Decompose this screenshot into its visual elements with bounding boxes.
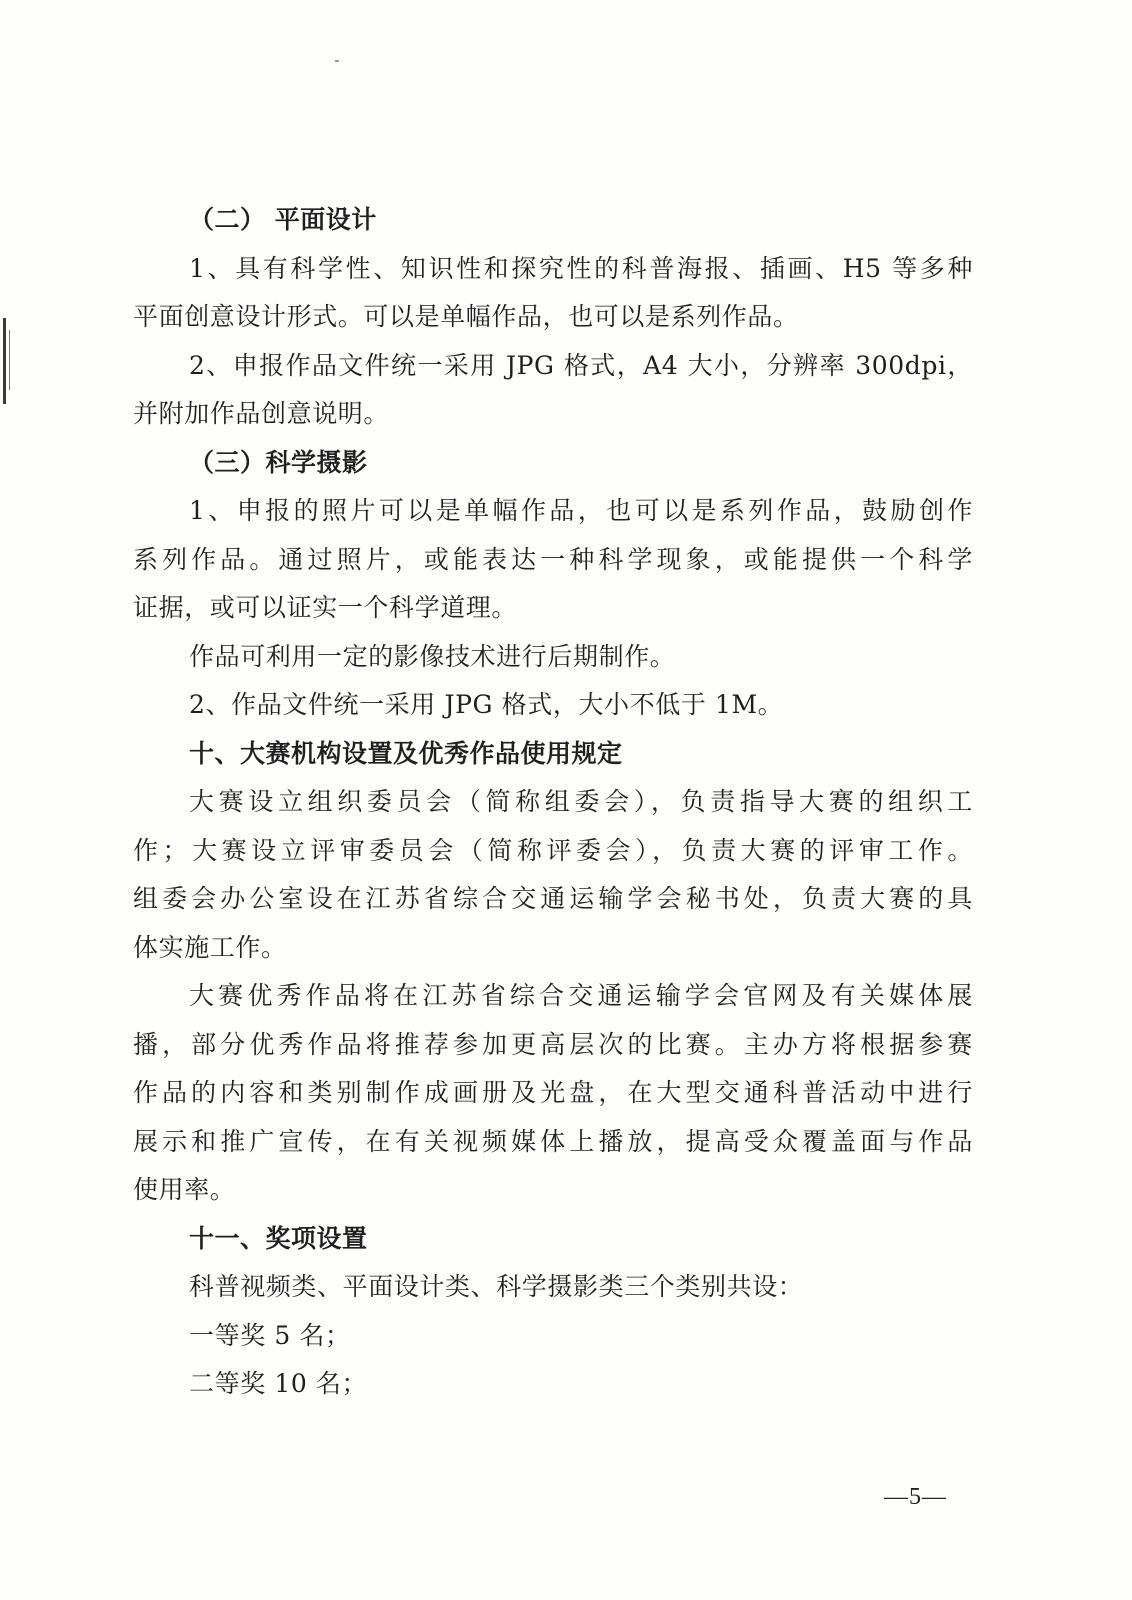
- paragraph-line: 作；大赛设立评审委员会（简称评委会），负责大赛的评审工作。: [133, 835, 973, 865]
- paragraph-line: 播，部分优秀作品将推荐参加更高层次的比赛。主办方将根据参赛: [133, 1029, 973, 1059]
- scan-edge-mark: [3, 318, 6, 404]
- paragraph-line: 体实施工作。: [133, 932, 287, 962]
- section-heading: 十、大赛机构设置及优秀作品使用规定: [189, 738, 623, 768]
- paragraph-line: 大赛优秀作品将在江苏省综合交通运输学会官网及有关媒体展: [189, 981, 973, 1010]
- paragraph-line: 作品可利用一定的影像技术进行后期制作。: [189, 641, 676, 671]
- section-heading: （三）科学摄影: [189, 447, 368, 477]
- page-number: —5—: [884, 1484, 947, 1510]
- paragraph-line: 大赛设立组织委员会（简称组委会），负责指导大赛的组织工: [189, 787, 973, 816]
- paragraph-line: 平面创意设计形式。可以是单幅作品，也可以是系列作品。: [133, 302, 799, 331]
- paragraph-line: 2、申报作品文件统一采用 JPG 格式，A4 大小，分辨率 300dpi，: [189, 350, 973, 380]
- paragraph-line: 科普视频类、平面设计类、科学摄影类三个类别共设：: [189, 1272, 804, 1301]
- section-heading: （二） 平面设计: [189, 205, 377, 234]
- paragraph-line: 1、申报的照片可以是单幅作品，也可以是系列作品，鼓励创作: [189, 496, 973, 525]
- paragraph-line: 并附加作品创意说明。: [133, 399, 390, 428]
- section-heading: 十一、奖项设置: [189, 1223, 368, 1253]
- paragraph-line: 证据，或可以证实一个科学道理。: [133, 593, 518, 622]
- paragraph-line: 一等奖 5 名；: [189, 1320, 351, 1350]
- paragraph-line: 二等奖 10 名；: [189, 1369, 368, 1398]
- paragraph-line: 组委会办公室设在江苏省综合交通运输学会秘书处，负责大赛的具: [133, 884, 973, 913]
- paragraph-line: 作品的内容和类别制作成画册及光盘，在大型交通科普活动中进行: [133, 1078, 973, 1107]
- paragraph-line: 1、具有科学性、知识性和探究性的科普海报、插画、H5 等多种: [189, 253, 973, 283]
- scan-speck: [335, 60, 339, 62]
- paragraph-line: 2、作品文件统一采用 JPG 格式，大小不低于 1M。: [189, 690, 784, 719]
- document-body: [133, 196, 973, 1409]
- paragraph-line: 系列作品。通过照片，或能表达一种科学现象，或能提供一个科学: [133, 544, 973, 574]
- scan-edge-mark: [9, 330, 10, 390]
- paragraph-line: 使用率。: [133, 1175, 236, 1204]
- paragraph-line: 展示和推广宣传，在有关视频媒体上播放，提高受众覆盖面与作品: [133, 1126, 973, 1156]
